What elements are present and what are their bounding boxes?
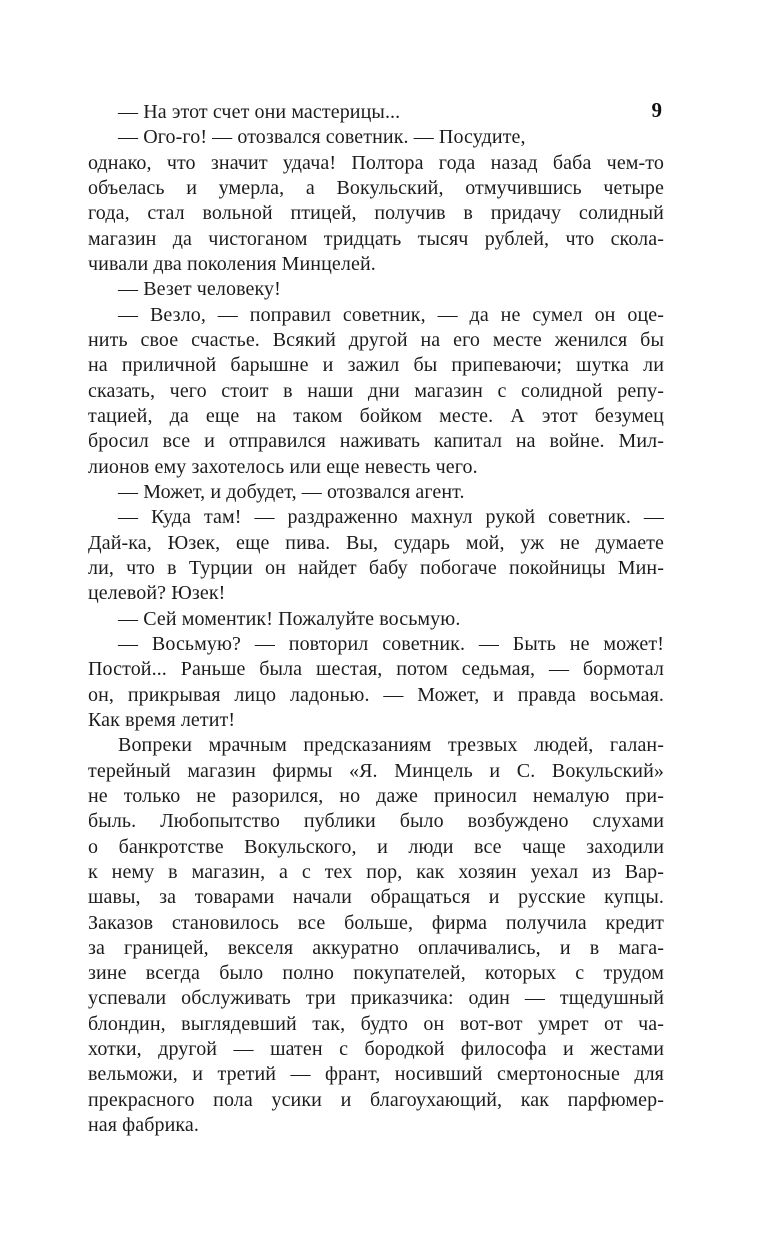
text-line: успевали обслуживать три приказчика: один — тщедушный	[88, 987, 664, 1010]
text-line: года, стал вольной птицей, получив в придачу солидный	[88, 202, 664, 225]
text-line: Дай-ка, Юзек, еще пива. Вы, сударь мой, уж не думаете	[88, 531, 664, 554]
text-line: хотки, другой — шатен с бородкой философа и жестами	[88, 1038, 664, 1061]
text-line: не только не разорился, но даже приносил немалую при-	[88, 784, 664, 807]
text-line: магазин да чистоганом тридцать тысяч рублей, что скола-	[88, 227, 664, 250]
text-line: прекрасного пола усики и благоухающий, как парфюмер-	[88, 1088, 664, 1111]
text-line: Как время летит!	[88, 708, 236, 731]
text-line: — Сей моментик! Пожалуйте восьмую.	[118, 607, 461, 630]
text-line: вельможи, и третий — франт, носивший смертоносные для	[88, 1063, 664, 1086]
text-line: ли, что в Турции он найдет бабу побогаче покойницы Мин-	[88, 556, 664, 579]
text-line: — Может, и добудет, — отозвался агент.	[118, 480, 465, 503]
text-line: — На этот счет они мастерицы...	[118, 101, 401, 123]
text-line: — Куда там! — раздраженно махнул рукой советник. —	[118, 506, 664, 529]
text-line: терейный магазин фирмы «Я. Минцель и С. Вокульский»	[88, 759, 664, 782]
text-line: шавы, за товарами начали обращаться и русские купцы.	[88, 886, 664, 909]
text-line: тацией, да еще на таком бойком месте. А этот безумец	[88, 404, 664, 427]
text-line: ная фабрика.	[88, 1114, 199, 1137]
text-line: — Ого-го! — отозвался советник. — Посудите,	[118, 126, 526, 149]
text-line: целевой? Юзек!	[88, 582, 226, 605]
page-number: 9	[651, 98, 662, 122]
text-line: лионов ему захотелось или еще невесть чего.	[88, 455, 478, 478]
text-line: нить свое счастье. Всякий другой на его месте женился бы	[88, 328, 664, 351]
text-line: зине всегда было полно покупателей, которых с трудом	[88, 962, 664, 985]
text-line: за границей, векселя аккуратно оплачивались, и в мага-	[88, 936, 664, 959]
text-line: чивали два поколения Минцелей.	[88, 252, 376, 275]
text-line: бросил все и отправился наживать капитал на войне. Мил-	[88, 430, 664, 453]
text-line: о банкротстве Вокульского, и люди все чаще заходили	[88, 835, 664, 858]
text-column	[88, 100, 664, 1138]
text-line: блондин, выглядевший так, будто он вот-вот умрет от ча-	[88, 1012, 664, 1035]
text-line: — Везло, — поправил советник, — да не сумел он оце-	[118, 303, 664, 326]
text-line: быль. Любопытство публики было возбуждено слухами	[88, 810, 664, 833]
text-line: однако, что значит удача! Полтора года назад баба чем-то	[88, 151, 664, 174]
text-line: сказать, чего стоит в наши дни магазин с солидной репу-	[88, 379, 664, 402]
text-line: Постой... Раньше была шестая, потом седьмая, — бормотал	[88, 658, 664, 681]
text-line: к нему в магазин, а с тех пор, как хозяин уехал из Вар-	[88, 860, 664, 883]
text-line: Заказов становилось все больше, фирма получила кредит	[88, 911, 664, 934]
text-line: — Восьмую? — повторил советник. — Быть не может!	[118, 632, 664, 655]
text-line: — Везет человеку!	[118, 278, 281, 301]
text-line: Вопреки мрачным предсказаниям трезвых людей, галан-	[118, 734, 664, 757]
text-line: он, прикрывая лицо ладонью. — Может, и правда восьмая.	[88, 683, 664, 706]
text-line: объелась и умерла, а Вокульский, отмучившись четыре	[88, 176, 664, 199]
text-line: на приличной барышне и зажил бы припеваючи; шутка ли	[88, 354, 664, 377]
